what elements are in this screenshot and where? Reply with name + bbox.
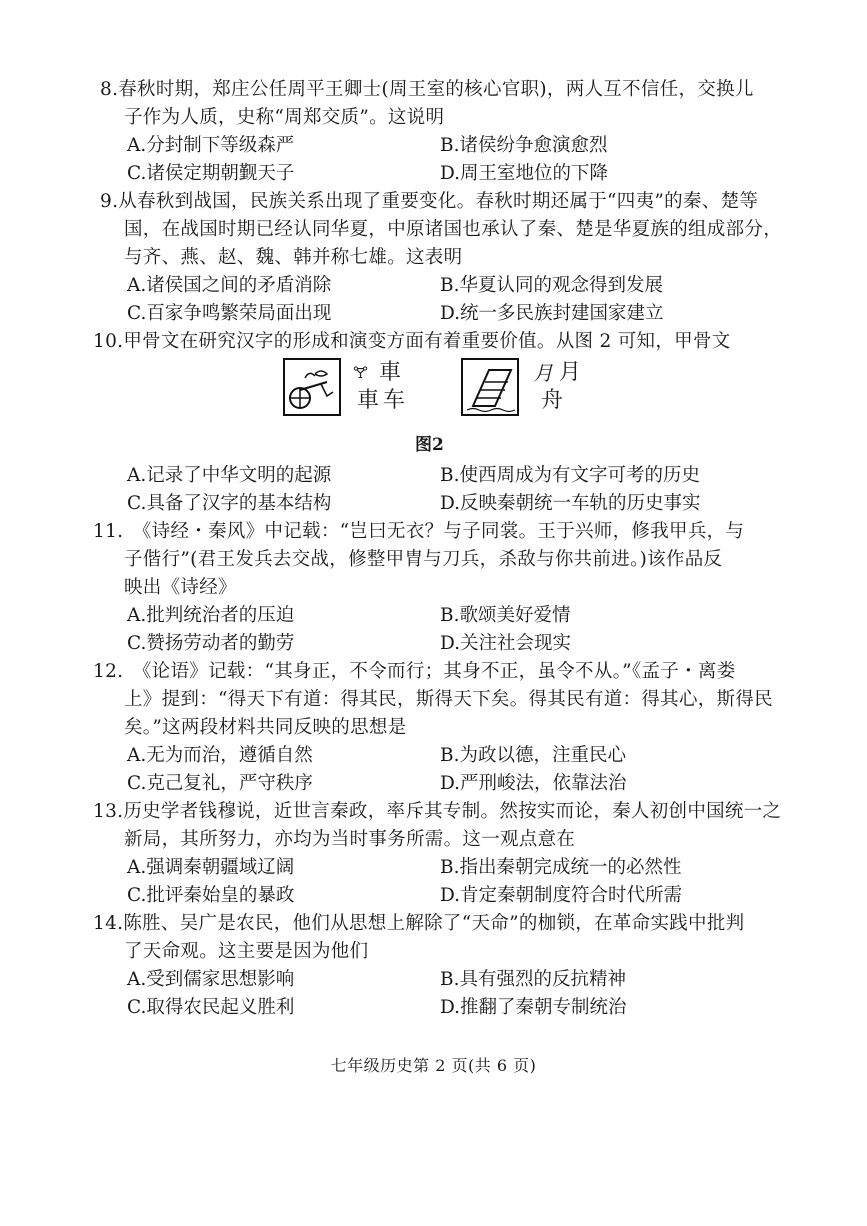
char-boat: 舟 <box>541 388 564 413</box>
q13-option-c: C.批评秦始皇的暴政 <box>127 885 295 906</box>
q10-option-c: C.具备了汉字的基本结构 <box>127 493 332 514</box>
oracle-bone-boat-image <box>461 358 519 416</box>
q12-option-b: B.为政以德，注重民心 <box>440 745 626 766</box>
page-footer: 七年级历史第 2 页(共 6 页) <box>330 1056 537 1075</box>
q11-option-c: C.赞扬劳动者的勤劳 <box>127 633 295 654</box>
q14-option-c: C.取得农民起义胜利 <box>127 997 295 1018</box>
q12-option-c: C.克己复礼，严守秩序 <box>127 773 313 794</box>
q9-option-d: D.统一多民族封建国家建立 <box>440 303 664 324</box>
q11-option-b: B.歌颂美好爱情 <box>440 605 571 626</box>
q14-stem-line2: 了天命观。这主要是因为他们 <box>124 941 369 962</box>
oracle-char-boat: 月 <box>533 361 553 385</box>
q14-option-b: B.具有强烈的反抗精神 <box>440 969 626 990</box>
q12-option-d: D.严刑峻法，依靠法治 <box>440 773 627 794</box>
q8-option-d: D.周王室地位的下降 <box>440 163 609 184</box>
q13-stem-line2: 新局，其所努力，亦均为当时事务所需。这一观点意在 <box>124 829 576 850</box>
q8-option-b: B.诸侯纷争愈演愈烈 <box>440 135 608 156</box>
q13-option-a: A.强调秦朝疆域辽阔 <box>127 857 295 878</box>
oracle-char-chariot: 🝖 <box>353 363 368 382</box>
q14-option-a: A.受到儒家思想影响 <box>127 969 295 990</box>
chariot-icon <box>285 360 339 414</box>
q10-option-d: D.反映秦朝统一车轨的历史事实 <box>440 493 701 514</box>
q11-option-d: D.关注社会现实 <box>440 633 572 654</box>
q8-option-c: C.诸侯定期朝觐天子 <box>127 163 295 184</box>
q8-option-a: A.分封制下等级森严 <box>127 135 295 156</box>
q12-option-a: A.无为而治，遵循自然 <box>127 745 313 766</box>
q13-option-d: D.肯定秦朝制度符合时代所需 <box>440 885 683 906</box>
q9-stem-line2: 国，在战国时期已经认同华夏，中原诸国也承认了秦、楚是华夏族的组成部分， <box>124 219 783 240</box>
char-traditional-chariot-top: 車 <box>379 360 402 385</box>
q14-stem-line1: 14.陈胜、吴广是农民，他们从思想上解除了“天命”的枷锁，在革命实践中批判 <box>93 913 745 934</box>
q12-stem-line3: 矣。”这两段材料共同反映的思想是 <box>124 717 407 738</box>
q11-stem-line2: 子偕行”(君王发兵去交战，修整甲胄与刀兵，杀敌与你共前进。)该作品反 <box>124 549 723 570</box>
q9-stem-line3: 与齐、燕、赵、魏、韩并称七雄。这表明 <box>124 247 463 268</box>
q9-option-b: B.华夏认同的观念得到发展 <box>440 275 663 296</box>
char-traditional-chariot: 車 <box>357 388 380 413</box>
q10-option-a: A.记录了中华文明的起源 <box>127 465 332 486</box>
char-simplified-chariot: 车 <box>383 388 406 413</box>
figure-caption: 图2 <box>415 435 444 455</box>
q10-option-b: B.使西周成为有文字可考的历史 <box>440 465 700 486</box>
q9-stem-line1: 9.从春秋到战国，民族关系出现了重要变化。春秋时期还属于“四夷”的秦、楚等 <box>100 191 759 212</box>
q11-stem-line1: 11. 《诗经・秦风》中记载：“岂曰无衣？与子同裳。王于兴师，修我甲兵，与 <box>93 521 745 542</box>
q13-stem-line1: 13.历史学者钱穆说，近世言秦政，率斥其专制。然按实而论，秦人初创中国统一之 <box>93 801 782 822</box>
q14-option-d: D.推翻了秦朝专制统治 <box>440 997 627 1018</box>
q12-stem-line2: 上》提到：“得天下有道：得其民，斯得天下矣。得其民有道：得其心，斯得民 <box>124 689 773 710</box>
q13-option-b: B.指出秦朝完成统一的必然性 <box>440 857 682 878</box>
q8-stem-line2: 子作为人质，史称“周郑交质”。这说明 <box>124 107 445 128</box>
q9-option-c: C.百家争鸣繁荣局面出现 <box>127 303 332 324</box>
q10-stem-line1: 10.甲骨文在研究汉字的形成和演变方面有着重要价值。从图 2 可知，甲骨文 <box>93 331 731 352</box>
q9-option-a: A.诸侯国之间的矛盾消除 <box>127 275 332 296</box>
oracle-bone-chariot-image <box>283 358 341 416</box>
q12-stem-line1: 12. 《论语》记载：“其身正，不令而行；其身不正，虽令不从。”《孟子・离娄 <box>93 661 736 682</box>
q8-stem-line1: 8.春秋时期，郑庄公任周平王卿士(周王室的核心官职)，两人互不信任，交换儿 <box>100 79 754 100</box>
q11-stem-line3: 映出《诗经》 <box>124 577 237 598</box>
q11-option-a: A.批判统治者的压迫 <box>127 605 295 626</box>
char-moon-top: 月 <box>559 360 582 385</box>
figure-2 <box>283 358 613 420</box>
boat-icon <box>463 360 517 414</box>
